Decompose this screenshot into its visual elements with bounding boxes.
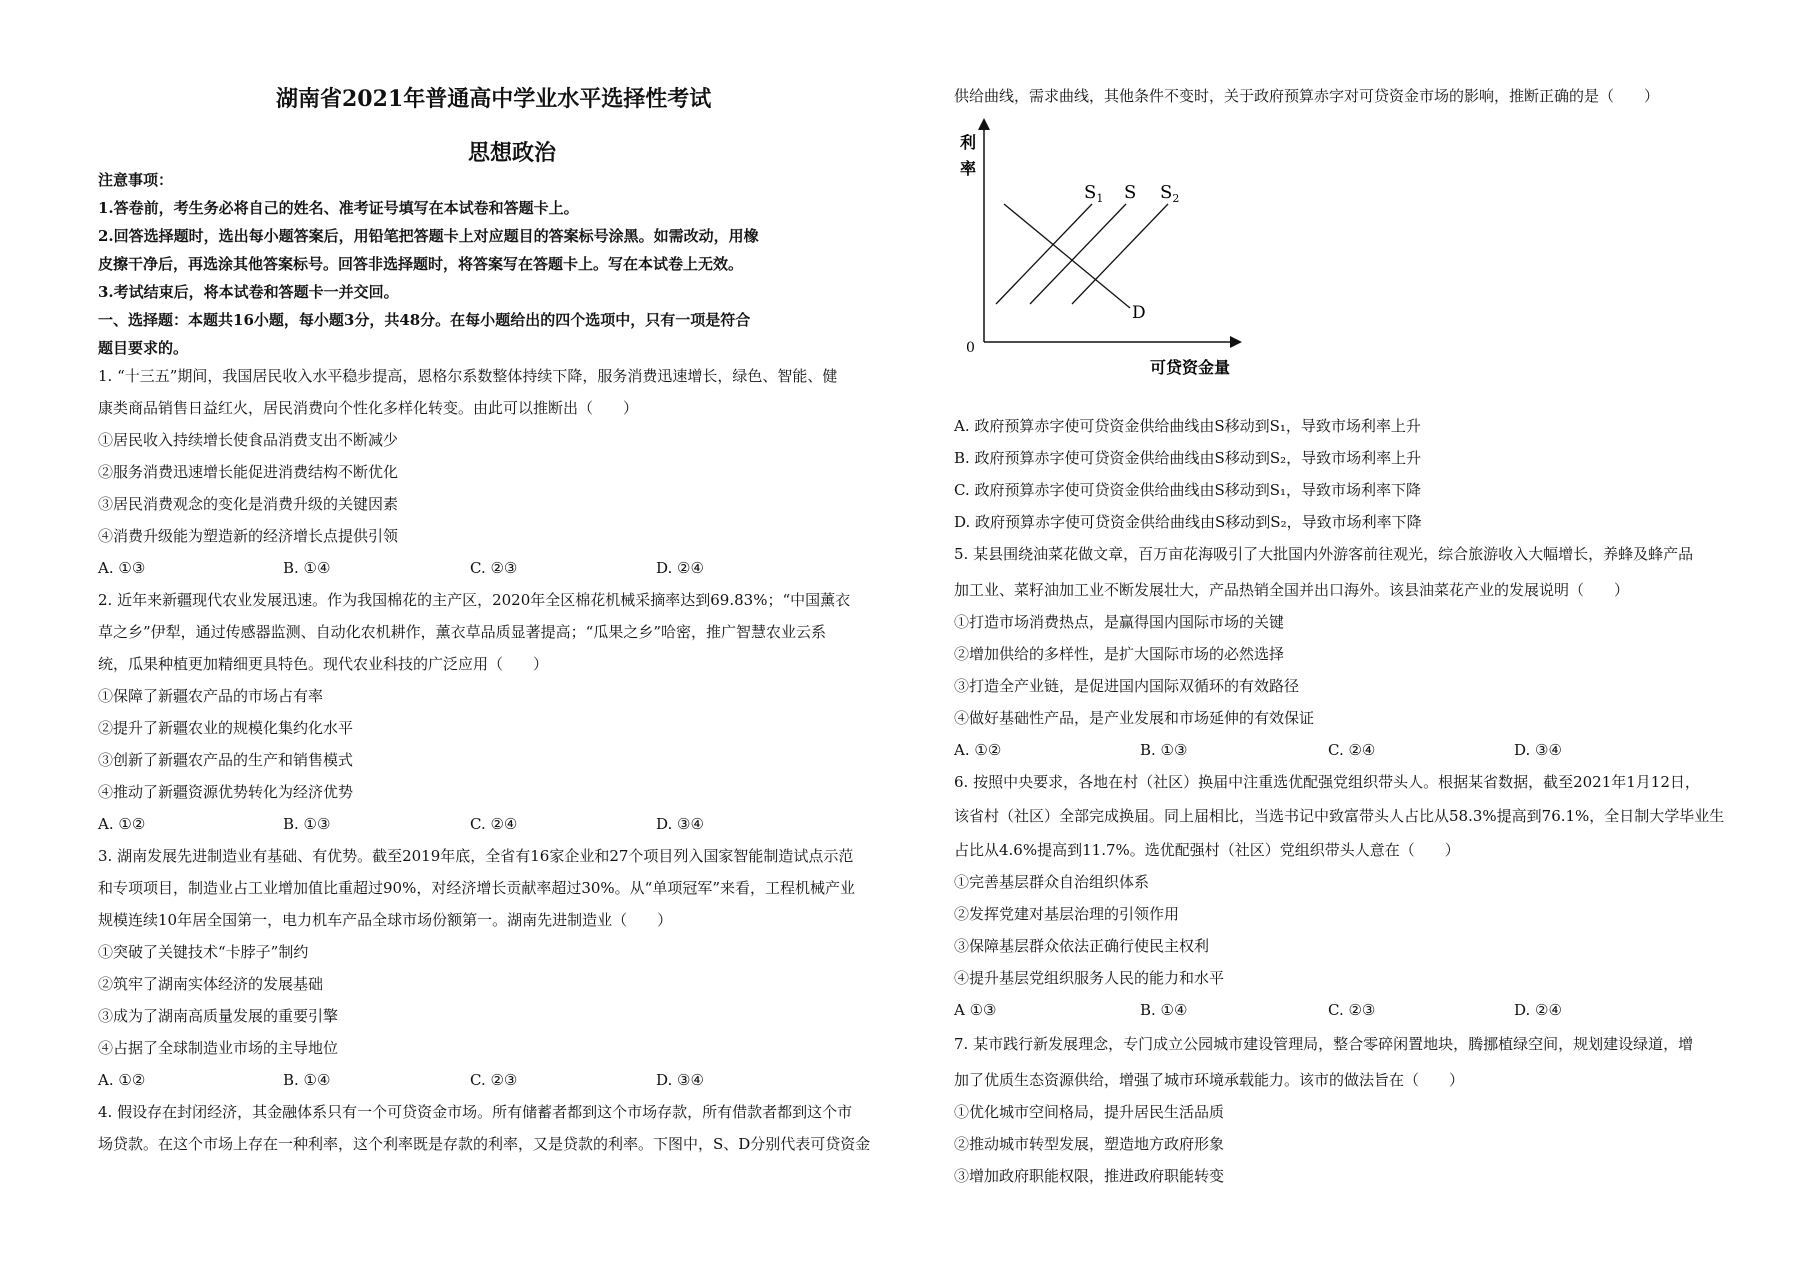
q1-option-b[interactable]: B. ①④ (283, 559, 331, 577)
q2-stem: 统，瓜果种植更加精细更具特色。现代农业科技的广泛应用（ ） (98, 655, 549, 673)
notice-item: 2.回答选择题时，选出每小题答案后，用铅笔把答题卡上对应题目的答案标号涂黑。如需改动，用橡 (98, 227, 759, 245)
q3-item: ④占据了全球制造业市场的主导地位 (98, 1039, 339, 1057)
q6-option-c[interactable]: C. ②③ (1328, 1001, 1376, 1019)
q2-option-b[interactable]: B. ①③ (283, 815, 331, 833)
q3-option-b[interactable]: B. ①④ (283, 1071, 331, 1089)
q4-option-c[interactable]: C. 政府预算赤字使可贷资金供给曲线由S移动到S₁，导致市场利率下降 (954, 481, 1422, 499)
q1-item: ④消费升级能为塑造新的经济增长点提供引领 (98, 527, 399, 545)
q1-item: ②服务消费迅速增长能促进消费结构不断优化 (98, 463, 399, 481)
q6-option-a[interactable]: A ①③ (954, 1001, 997, 1019)
q7-item: ①优化城市空间格局，提升居民生活品质 (954, 1103, 1225, 1121)
q6-item: ①完善基层群众自治组织体系 (954, 873, 1150, 891)
notice-item: 3.考试结束后，将本试卷和答题卡一并交回。 (98, 283, 399, 301)
s-label: S (1124, 182, 1137, 203)
q5-option-b[interactable]: B. ①③ (1140, 741, 1188, 759)
q4-stem: 供给曲线，需求曲线，其他条件不变时，关于政府预算赤字对可贷资金市场的影响，推断正确的是（ ） (954, 87, 1660, 105)
q5-option-d[interactable]: D. ③④ (1514, 741, 1562, 759)
q3-item: ①突破了关键技术“卡脖子”制约 (98, 943, 309, 961)
q3-item: ②筑牢了湖南实体经济的发展基础 (98, 975, 324, 993)
exam-title: 湖南省2021年普通高中学业水平选择性考试 (276, 86, 712, 112)
s2-label: $S_2$ (1160, 182, 1180, 205)
q5-option-c[interactable]: C. ②④ (1328, 741, 1376, 759)
q3-option-c[interactable]: C. ②③ (470, 1071, 518, 1089)
y-axis-label: 利 (960, 133, 977, 152)
q1-option-a[interactable]: A. ①③ (98, 559, 146, 577)
s1-label: $S_1$ (1084, 182, 1104, 205)
y-axis-label: 率 (960, 159, 977, 178)
q5-item: ①打造市场消费热点，是赢得国内国际市场的关键 (954, 613, 1285, 631)
q2-stem: 2. 近年来新疆现代农业发展迅速。作为我国棉花的主产区，2020年全区棉花机械采摘率达到69.83%；“中国薰衣 (98, 591, 851, 609)
q2-option-d[interactable]: D. ③④ (656, 815, 704, 833)
q4-option-b[interactable]: B. 政府预算赤字使可贷资金供给曲线由S移动到S₂，导致市场利率上升 (954, 449, 1422, 467)
q2-item: ④推动了新疆资源优势转化为经济优势 (98, 783, 354, 801)
q1-item: ③居民消费观念的变化是消费升级的关键因素 (98, 495, 399, 513)
q3-stem: 3. 湖南发展先进制造业有基础、有优势。截至2019年底，全省有16家企业和27个项目列入国家智能制造试点示范 (98, 847, 854, 865)
x-axis-label: 可贷资金量 (1150, 358, 1231, 377)
q6-stem: 6. 按照中央要求，各地在村（社区）换届中注重选优配强党组织带头人。根据某省数据，截至2021年1月12日， (954, 773, 1700, 791)
q4-stem: 场贷款。在这个市场上存在一种利率，这个利率既是存款的利率，又是贷款的利率。下图中，S、D分别代表可贷资金 (98, 1135, 871, 1153)
q4-option-a[interactable]: A. 政府预算赤字使可贷资金供给曲线由S移动到S₁，导致市场利率上升 (954, 417, 1421, 435)
q5-item: ④做好基础性产品，是产业发展和市场延伸的有效保证 (954, 709, 1315, 727)
q5-stem: 加工业、菜籽油加工业不断发展壮大，产品热销全国并出口海外。该县油菜花产业的发展说明（ ） (954, 581, 1630, 599)
q7-stem: 7. 某市践行新发展理念，专门成立公园城市建设管理局，整合零碎闲置地块，腾挪植绿空间，规划建设绿道，增 (954, 1035, 1694, 1053)
q6-option-b[interactable]: B. ①④ (1140, 1001, 1188, 1019)
q1-option-c[interactable]: C. ②③ (470, 559, 518, 577)
q2-item: ②提升了新疆农业的规模化集约化水平 (98, 719, 354, 737)
q3-stem: 和专项项目，制造业占工业增加值比重超过90%，对经济增长贡献率超过30%。从“单项冠军”来看，工程机械产业 (98, 879, 856, 897)
q5-item: ②增加供给的多样性，是扩大国际市场的必然选择 (954, 645, 1285, 663)
notice-item: 1.答卷前，考生务必将自己的姓名、准考证号填写在本试卷和答题卡上。 (98, 199, 579, 217)
q6-stem: 该省村（社区）全部完成换届。同上届相比，当选书记中致富带头人占比从58.3%提高到76.1%，全日制大学毕业生 (954, 807, 1725, 825)
q5-item: ③打造全产业链，是促进国内国际双循环的有效路径 (954, 677, 1300, 695)
section-heading: 题目要求的。 (98, 339, 189, 357)
notice-heading: 注意事项： (98, 171, 174, 189)
q6-item: ③保障基层群众依法正确行使民主权利 (954, 937, 1210, 955)
q4-option-d[interactable]: D. 政府预算赤字使可贷资金供给曲线由S移动到S₂，导致市场利率下降 (954, 513, 1422, 531)
q3-stem: 规模连续10年居全国第一，电力机车产品全球市场份额第一。湖南先进制造业（ ） (98, 911, 673, 929)
q4-supply-demand-diagram (954, 118, 1254, 388)
q2-item: ③创新了新疆农产品的生产和销售模式 (98, 751, 354, 769)
section-heading: 一、选择题：本题共16小题，每小题3分，共48分。在每小题给出的四个选项中，只有一项是符合 (98, 311, 751, 329)
q1-option-d[interactable]: D. ②④ (656, 559, 704, 577)
q5-option-a[interactable]: A. ①② (954, 741, 1002, 759)
supply-curve-s2 (1072, 204, 1168, 304)
q2-stem: 草之乡”伊犁，通过传感器监测、自动化农机耕作，薰衣草品质显著提高；“瓜果之乡”哈密，推广智慧农业云系 (98, 623, 827, 641)
q2-option-a[interactable]: A. ①② (98, 815, 146, 833)
q2-item: ①保障了新疆农产品的市场占有率 (98, 687, 324, 705)
q6-option-d[interactable]: D. ②④ (1514, 1001, 1562, 1019)
d-label: D (1132, 303, 1146, 323)
q3-option-d[interactable]: D. ③④ (656, 1071, 704, 1089)
q1-stem: 康类商品销售日益红火，居民消费向个性化多样化转变。由此可以推断出（ ） (98, 399, 639, 417)
q4-stem: 4. 假设存在封闭经济，其金融体系只有一个可贷资金市场。所有储蓄者都到这个市场存款，所有借款者都到这个市 (98, 1103, 853, 1121)
q7-stem: 加了优质生态资源供给，增强了城市环境承载能力。该市的做法旨在（ ） (954, 1071, 1465, 1089)
q2-option-c[interactable]: C. ②④ (470, 815, 518, 833)
q6-item: ②发挥党建对基层治理的引领作用 (954, 905, 1180, 923)
q7-item: ③增加政府职能权限，推进政府职能转变 (954, 1167, 1225, 1185)
q6-item: ④提升基层党组织服务人民的能力和水平 (954, 969, 1225, 987)
notice-item: 皮擦干净后，再选涂其他答案标号。回答非选择题时，将答案写在答题卡上。写在本试卷上无效。 (98, 255, 744, 273)
q3-item: ③成为了湖南高质量发展的重要引擎 (98, 1007, 339, 1025)
q1-item: ①居民收入持续增长使食品消费支出不断减少 (98, 431, 399, 449)
q7-item: ②推动城市转型发展，塑造地方政府形象 (954, 1135, 1225, 1153)
origin-label: 0 (966, 340, 975, 356)
q6-stem: 占比从4.6%提高到11.7%。选优配强村（社区）党组织带头人意在（ ） (954, 841, 1460, 859)
q3-option-a[interactable]: A. ①② (98, 1071, 146, 1089)
q5-stem: 5. 某县围绕油菜花做文章，百万亩花海吸引了大批国内外游客前往观光，综合旅游收入大幅增长，养蜂及蜂产品 (954, 545, 1694, 563)
exam-subject: 思想政治 (468, 140, 557, 166)
q1-stem: 1. “十三五”期间，我国居民收入水平稳步提高，恩格尔系数整体持续下降，服务消费迅速增长，绿色、智能、健 (98, 367, 838, 385)
